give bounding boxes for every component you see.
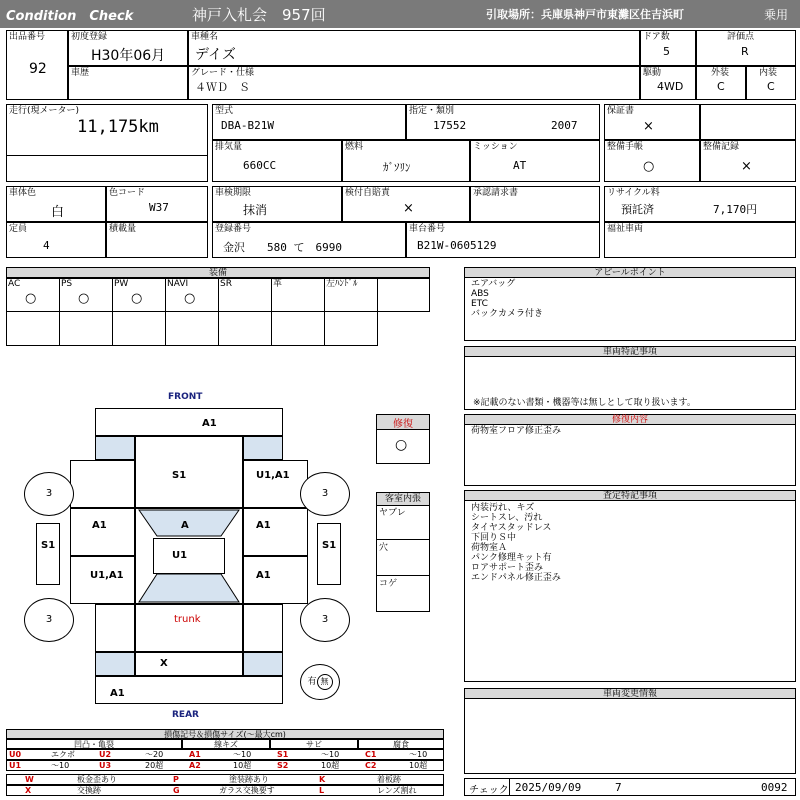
interior-box xyxy=(376,492,430,612)
check-number: 7 xyxy=(615,781,622,794)
legend-title: 損傷記号＆損傷サイズ(～最大cm) xyxy=(6,729,444,739)
equip-cell-navi: NAVI ○ xyxy=(165,278,219,312)
legend-group: 線キズ xyxy=(182,739,270,749)
color-code-value: W37 xyxy=(149,201,169,214)
fuel-label: 燃料 xyxy=(345,142,364,152)
drive-label: 駆動 xyxy=(643,68,662,78)
rear-panel-mark: X xyxy=(160,658,168,669)
assessment-box xyxy=(464,500,796,682)
warranty-label: 保証書 xyxy=(607,106,635,116)
rear-left-door-mark: U1,A1 xyxy=(90,570,124,581)
insurance-cell xyxy=(342,186,470,222)
chassis-label: 車台番号 xyxy=(409,224,446,234)
inspection-value: 抹消 xyxy=(243,203,268,217)
change-info-title: 車両変更情報 xyxy=(464,688,796,699)
displacement-value: 660CC xyxy=(243,159,277,172)
rear-right-door-mark: A1 xyxy=(256,570,271,581)
tire-rear-left: 3 xyxy=(24,598,74,642)
rating-label: 評価点 xyxy=(727,32,755,42)
lot-label: 出品番号 xyxy=(9,32,46,42)
assessment-line: パンク修理キット有 xyxy=(471,553,552,563)
legend-code-row-2: X 交換跡 G ガラス交換要す L レンズ割れ xyxy=(6,785,444,796)
reg-no-cell xyxy=(212,222,406,258)
rear-right-quarter xyxy=(243,604,283,652)
cert-a: 17552 xyxy=(433,119,467,132)
repair-mini-label: 修復 xyxy=(377,415,429,430)
legend-code-row-1: W 板金歪あり P 塗装跡あり K 着板跡 xyxy=(6,774,444,785)
exterior-label: 外装 xyxy=(711,68,730,78)
left-side-mark: S1 xyxy=(41,540,56,551)
mission-cell xyxy=(470,140,600,182)
color-label: 車体色 xyxy=(9,188,37,198)
equip-cell-leather: 革 xyxy=(271,278,325,312)
type-cell xyxy=(212,104,406,140)
drive-cell xyxy=(640,66,696,100)
lot-cell xyxy=(6,30,68,100)
right-side-mark: S1 xyxy=(322,540,337,551)
rear-label: REAR xyxy=(172,710,199,720)
model-label: 車種名 xyxy=(191,32,219,42)
color-code-cell xyxy=(106,186,208,222)
front-right-fender-mark: U1,A1 xyxy=(256,470,290,481)
recycle-status: 預託済 xyxy=(621,203,654,216)
grade-value: ４ＷＤ Ｓ xyxy=(195,81,250,94)
interior-box-title: 客室内張 xyxy=(377,493,429,506)
appeal-line: ABS xyxy=(471,289,489,299)
exterior-cell xyxy=(696,66,746,100)
repair-line: 荷物室フロア修正歪み xyxy=(471,426,562,436)
grade-cell xyxy=(188,66,640,100)
history-label: 車歴 xyxy=(71,68,90,78)
damage-legend xyxy=(6,729,444,797)
warranty-value: × xyxy=(643,119,654,134)
lot-number: 92 xyxy=(29,61,47,77)
front-right-door xyxy=(243,508,308,556)
mileage-cell xyxy=(6,104,208,182)
roof-center-panel xyxy=(153,538,225,574)
spare-tire xyxy=(300,664,340,700)
roof-center-mark: U1 xyxy=(172,550,188,561)
repair-box xyxy=(464,424,796,486)
interior-item: コゲ xyxy=(379,579,398,589)
displacement-label: 排気量 xyxy=(215,142,243,152)
front-bumper-panel xyxy=(95,408,283,436)
chassis-value: B21W-0605129 xyxy=(417,239,497,252)
hood-mark: S1 xyxy=(172,470,187,481)
equip-ac-value: ○ xyxy=(25,291,37,306)
doors-cell xyxy=(640,30,696,66)
manual-label: 整備手帳 xyxy=(607,142,644,152)
grade-label: グレード・仕様 xyxy=(191,68,255,78)
mission-label: ミッション xyxy=(473,142,518,152)
equip-cell-ac: AC ○ xyxy=(6,278,60,312)
spare-mark: 無 xyxy=(317,674,333,690)
recycle-label: リサイクル料 xyxy=(607,188,660,198)
special-note: ※記載のない書類・機器等は無しとして取り扱います。 xyxy=(473,398,696,408)
special-box xyxy=(464,356,796,410)
model-value: デイズ xyxy=(195,47,236,63)
header-category: 乗用 xyxy=(764,8,789,22)
rear-left-quarter xyxy=(95,604,135,652)
doors-value: 5 xyxy=(663,45,670,58)
cert-cell xyxy=(406,104,600,140)
rear-right-door xyxy=(243,556,308,604)
equipment-grid xyxy=(6,278,430,346)
assessment-line: 荷物室Ａ xyxy=(471,543,508,553)
color-cell xyxy=(6,186,106,222)
interior-item: 穴 xyxy=(379,543,389,553)
repair-mini-mark: ○ xyxy=(395,437,408,453)
exterior-value: C xyxy=(717,80,725,93)
repair-mini-box xyxy=(376,414,430,464)
welfare-cell xyxy=(604,222,796,258)
recycle-cell xyxy=(604,186,796,222)
history-cell xyxy=(68,66,188,100)
fuel-value: ｶﾞｿﾘﾝ xyxy=(383,161,411,174)
mission-value: AT xyxy=(513,159,527,172)
interior-label: 内装 xyxy=(759,68,778,78)
assessment-line: シートスレ、汚れ xyxy=(471,513,543,523)
repair-title: 修復内容 xyxy=(464,414,796,425)
load-label: 積載量 xyxy=(109,224,137,234)
warranty-empty-cell xyxy=(700,104,796,140)
left-side-panel xyxy=(36,523,60,585)
front-bumper-mark: A1 xyxy=(202,418,217,429)
capacity-value: 4 xyxy=(43,239,50,252)
color-code-label: 色コード xyxy=(109,188,146,198)
interior-cell xyxy=(746,66,796,100)
special-title: 車両特記事項 xyxy=(464,346,796,357)
assessment-title: 査定特記事項 xyxy=(464,490,796,501)
assessment-line: 内装汚れ、キズ xyxy=(471,503,535,513)
manual-value: ○ xyxy=(643,159,655,174)
front-left-door-mark: A1 xyxy=(92,520,107,531)
fuel-cell xyxy=(342,140,470,182)
change-info-box xyxy=(464,698,796,774)
trunk-panel xyxy=(135,604,243,652)
check-label: チェック xyxy=(469,785,509,796)
appeal-box xyxy=(464,277,796,341)
roof-mark: A xyxy=(181,520,189,531)
spare-label: 有 xyxy=(307,677,317,687)
assessment-line: エンドパネル修正歪み xyxy=(471,573,561,583)
rating-cell xyxy=(696,30,796,66)
front-right-door-mark: A1 xyxy=(256,520,271,531)
drive-value: 4WD xyxy=(657,80,684,93)
tire-rear-right: 3 xyxy=(300,598,350,642)
load-cell xyxy=(106,222,208,258)
front-left-corner xyxy=(95,436,135,460)
front-right-corner xyxy=(243,436,283,460)
capacity-cell xyxy=(6,222,106,258)
inspection-cell xyxy=(212,186,342,222)
capacity-label: 定員 xyxy=(9,224,28,234)
tire-front-right: 3 xyxy=(300,472,350,516)
approval-label: 承認請求書 xyxy=(473,188,519,198)
interior-item: ヤブレ xyxy=(379,508,406,518)
welfare-label: 福祉車両 xyxy=(607,224,644,234)
maint-label: 整備記録 xyxy=(703,142,740,152)
mileage-value: 11,175km xyxy=(77,117,159,137)
type-label: 型式 xyxy=(215,106,234,116)
manual-cell xyxy=(604,140,700,182)
equipment-title: 装備 xyxy=(6,267,430,278)
insurance-label: 検付自賠責 xyxy=(345,188,391,198)
reg-no-label: 登録番号 xyxy=(215,224,252,234)
right-side-panel xyxy=(317,523,341,585)
equip-ps-value: ○ xyxy=(78,291,90,306)
insurance-value: × xyxy=(403,201,414,216)
appeal-title: アピールポイント xyxy=(464,267,796,278)
check-code: 0092 xyxy=(761,781,788,794)
type-value: DBA-B21W xyxy=(221,119,274,132)
equip-navi-value: ○ xyxy=(184,291,196,306)
inspection-label: 車検期限 xyxy=(215,188,252,198)
assessment-line: ロアサポート歪み xyxy=(471,563,544,573)
maint-value: × xyxy=(741,159,752,174)
reg-no-value: 金沢 580 て 6990 xyxy=(223,241,342,254)
recycle-fee: 7,170円 xyxy=(713,203,758,216)
equip-cell-ps: PS ○ xyxy=(59,278,113,312)
rear-panel xyxy=(135,652,243,676)
legend-group: サビ xyxy=(270,739,358,749)
equip-cell-sr: SR xyxy=(218,278,272,312)
approval-cell xyxy=(470,186,600,222)
legend-row-1: U0 エクボ U2 ～20 A1 ～10 S1 ～10 C1 ～10 xyxy=(6,749,444,760)
header-pickup: 引取場所：兵庫県神戸市東灘区住吉浜町 xyxy=(486,8,684,21)
front-left-door xyxy=(70,508,135,556)
assessment-line: 下回りＳ中 xyxy=(471,533,517,543)
legend-group: 凹凸・亀裂 xyxy=(6,739,182,749)
doors-label: ドア数 xyxy=(643,32,670,42)
interior-value: C xyxy=(767,80,775,93)
appeal-line: ETC xyxy=(471,299,488,309)
mileage-label: 走行(現メーター) xyxy=(9,106,80,116)
legend-group: 腐食 xyxy=(358,739,444,749)
maint-cell xyxy=(700,140,796,182)
cert-b: 2007 xyxy=(551,119,578,132)
equip-cell-extra xyxy=(377,278,430,312)
first-reg-label: 初度登録 xyxy=(71,32,108,42)
equip-cell-lhd: 左ﾊﾝﾄﾞﾙ xyxy=(324,278,378,312)
displacement-cell xyxy=(212,140,342,182)
assessment-line: タイヤスタッドレス xyxy=(471,523,552,533)
front-right-fender xyxy=(243,460,308,508)
first-reg-value: H30年06月 xyxy=(91,48,166,64)
color-value: 白 xyxy=(51,205,65,220)
check-date: 2025/09/09 xyxy=(515,781,582,794)
rear-left-corner xyxy=(95,652,135,676)
front-label: FRONT xyxy=(168,392,203,402)
warranty-cell xyxy=(604,104,700,140)
cert-label: 指定・類別 xyxy=(409,106,455,116)
tire-front-left: 3 xyxy=(24,472,74,516)
appeal-line: バックカメラ付き xyxy=(471,309,544,319)
car-diagram xyxy=(0,380,370,725)
header-title: Condition Check xyxy=(6,9,134,24)
front-left-fender xyxy=(70,460,135,508)
rear-right-corner xyxy=(243,652,283,676)
rear-bumper-mark: A1 xyxy=(110,688,125,699)
legend-row-2: U1 ～10 U3 20超 A2 10超 S2 10超 C2 10超 xyxy=(6,760,444,771)
check-row xyxy=(464,778,796,796)
first-reg-cell xyxy=(68,30,188,66)
appeal-line: エアバッグ xyxy=(471,279,516,289)
equip-pw-value: ○ xyxy=(131,291,143,306)
chassis-cell xyxy=(406,222,600,258)
header-auction: 神戸入札会 957回 xyxy=(192,6,326,24)
model-cell xyxy=(188,30,640,66)
equip-cell-pw: PW ○ xyxy=(112,278,166,312)
hood-panel xyxy=(135,436,243,508)
rating-value: R xyxy=(741,45,749,58)
trunk-label: trunk xyxy=(174,614,201,625)
